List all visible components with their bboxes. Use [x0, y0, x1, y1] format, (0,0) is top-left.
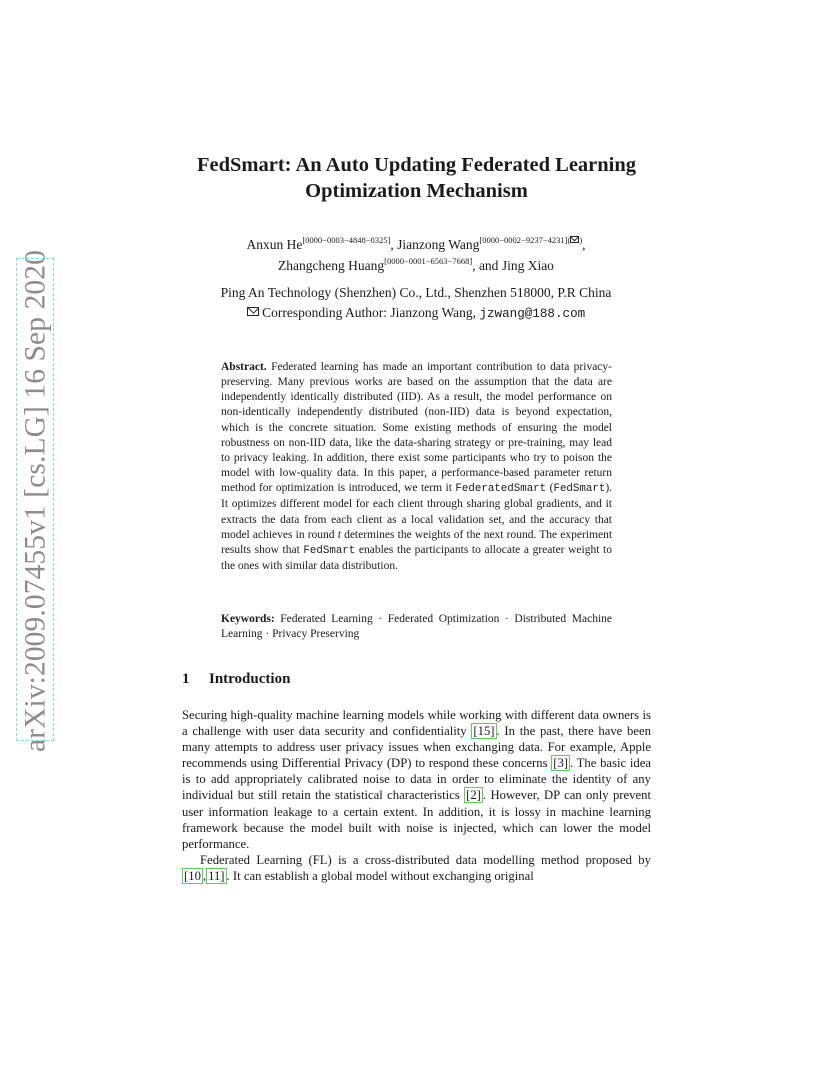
paragraph: [182, 707, 651, 852]
paper-title: FedSmart: An Auto Updating Federated Learning Optimization Mechanism: [196, 154, 637, 202]
abstract-text: (: [549, 482, 554, 495]
citation-link[interactable]: [15]: [473, 724, 495, 739]
abstract-text: enables the participants to allocate a greater weight to the ones with similar data distribution.: [221, 543, 612, 573]
arxiv-identifier: arXiv:2009.07455v1 [cs.LG] 16 Sep 2020: [19, 249, 52, 752]
orcid: [0000−0001−6563−7668]: [384, 256, 473, 266]
citation-link[interactable]: [2]: [466, 788, 481, 803]
paragraph: Federated Learning (FL) is a cross-distributed data modelling method proposed by [10 , 11] . It can establish a global model without exchanging original: [184, 852, 651, 883]
mail-icon: [570, 236, 579, 243]
body-text: Federated Learning (FL) is a cross-distributed data modelling method proposed by: [200, 852, 651, 867]
code-term: FederatedSmart: [455, 483, 547, 496]
body-text: . In the past, there have been many attempts to address user privacy issues when exchanging data. For example, Apple recommends using Differential Privacy (DP) to respond these concerns: [182, 724, 651, 771]
corresponding-author: [180, 303, 652, 324]
citation-link[interactable]: 11]: [208, 868, 225, 883]
author-name: Jing Xiao: [501, 258, 554, 273]
affiliation: Ping An Technology (Shenzhen) Co., Ltd., Shenzhen 518000, P.R China: [220, 285, 612, 300]
code-term: FedSmart: [553, 483, 606, 496]
corresponding-label: Corresponding Author: Jianzong Wang,: [262, 305, 477, 320]
citation-link[interactable]: [10: [184, 868, 201, 883]
body-text: Securing high-quality machine learning models while working with different data owners is a challenge with user data security and confidentiality: [182, 708, 651, 739]
section-title: Introduction: [209, 671, 291, 687]
variable: t: [337, 528, 341, 541]
keywords-label: Keywords:: [221, 613, 275, 625]
section-heading: [182, 671, 290, 688]
author-list: Anxun He[0000−0003−4848−0325], Jianzong Wang$^{[0000-0002-9237-4231]( )}$, Zhangcheng Huang[0000−0001−6563−7668], and Jing Xiao: [246, 235, 586, 273]
citation-link[interactable]: [3]: [553, 756, 569, 771]
orcid: [0000−0002−9237−4231]: [479, 235, 568, 245]
arxiv-stamp: [16, 249, 56, 752]
author-name: Jianzong Wang: [397, 237, 480, 252]
abstract: [221, 360, 612, 574]
and-text: , and: [472, 258, 499, 273]
abstract-text: determines the weights of the next round. The experiment results show that: [221, 528, 613, 556]
abstract-label: Abstract.: [221, 361, 267, 373]
email-link[interactable]: jzwang@188.com: [479, 307, 586, 321]
body-text: . However, DP can only prevent user information leakage to a certain extent. In addition, it is lossy in machine learning framework because the model built with noise is injected, which can lower the model performance.: [182, 788, 652, 851]
mail-icon: [247, 307, 259, 316]
code-term: FedSmart: [303, 544, 356, 557]
affiliation-block: [180, 283, 652, 324]
body-text: . It can establish a global model without exchanging original: [226, 868, 534, 883]
orcid: [0000−0003−4848−0325]: [302, 235, 391, 245]
author-name: Zhangcheng Huang: [278, 258, 385, 273]
body-text: . The basic idea is to add appropriately calibrated noise to data in order to eliminate the identity of any individual but still retain the statistical characteristics: [182, 756, 651, 803]
author-name: Anxun He: [246, 237, 303, 252]
keywords-text: Federated Learning · Federated Optimization · Distributed Machine Learning · Privacy Preserving: [221, 613, 612, 641]
keywords: [221, 612, 612, 642]
section-number: 1: [182, 671, 190, 687]
abstract-text: Federated learning has made an important contribution to data privacy-preserving. Many previous works are based on the assumption that the data are independently identically distributed (IID). As a result, the model performance on non-identically independently distributed (non-IID) data is beyond expectation, which is the concrete situation. Some existing methods of ensuring the model robustness on non-IID data, like the data-sharing strategy or pre-training, may lead to privacy leaking. In addition, there exist some participants who try to poison the model with low-quality data. In this paper, a performance-based parameter return method for optimization is introduced, we term it: [221, 361, 612, 495]
abstract-text: ). It optimizes different model for each client through sharing global gradients, and it extracts the data from each client as a local validation set, and the accuracy that model achieves in round: [221, 482, 613, 541]
intro-body: [182, 707, 651, 884]
